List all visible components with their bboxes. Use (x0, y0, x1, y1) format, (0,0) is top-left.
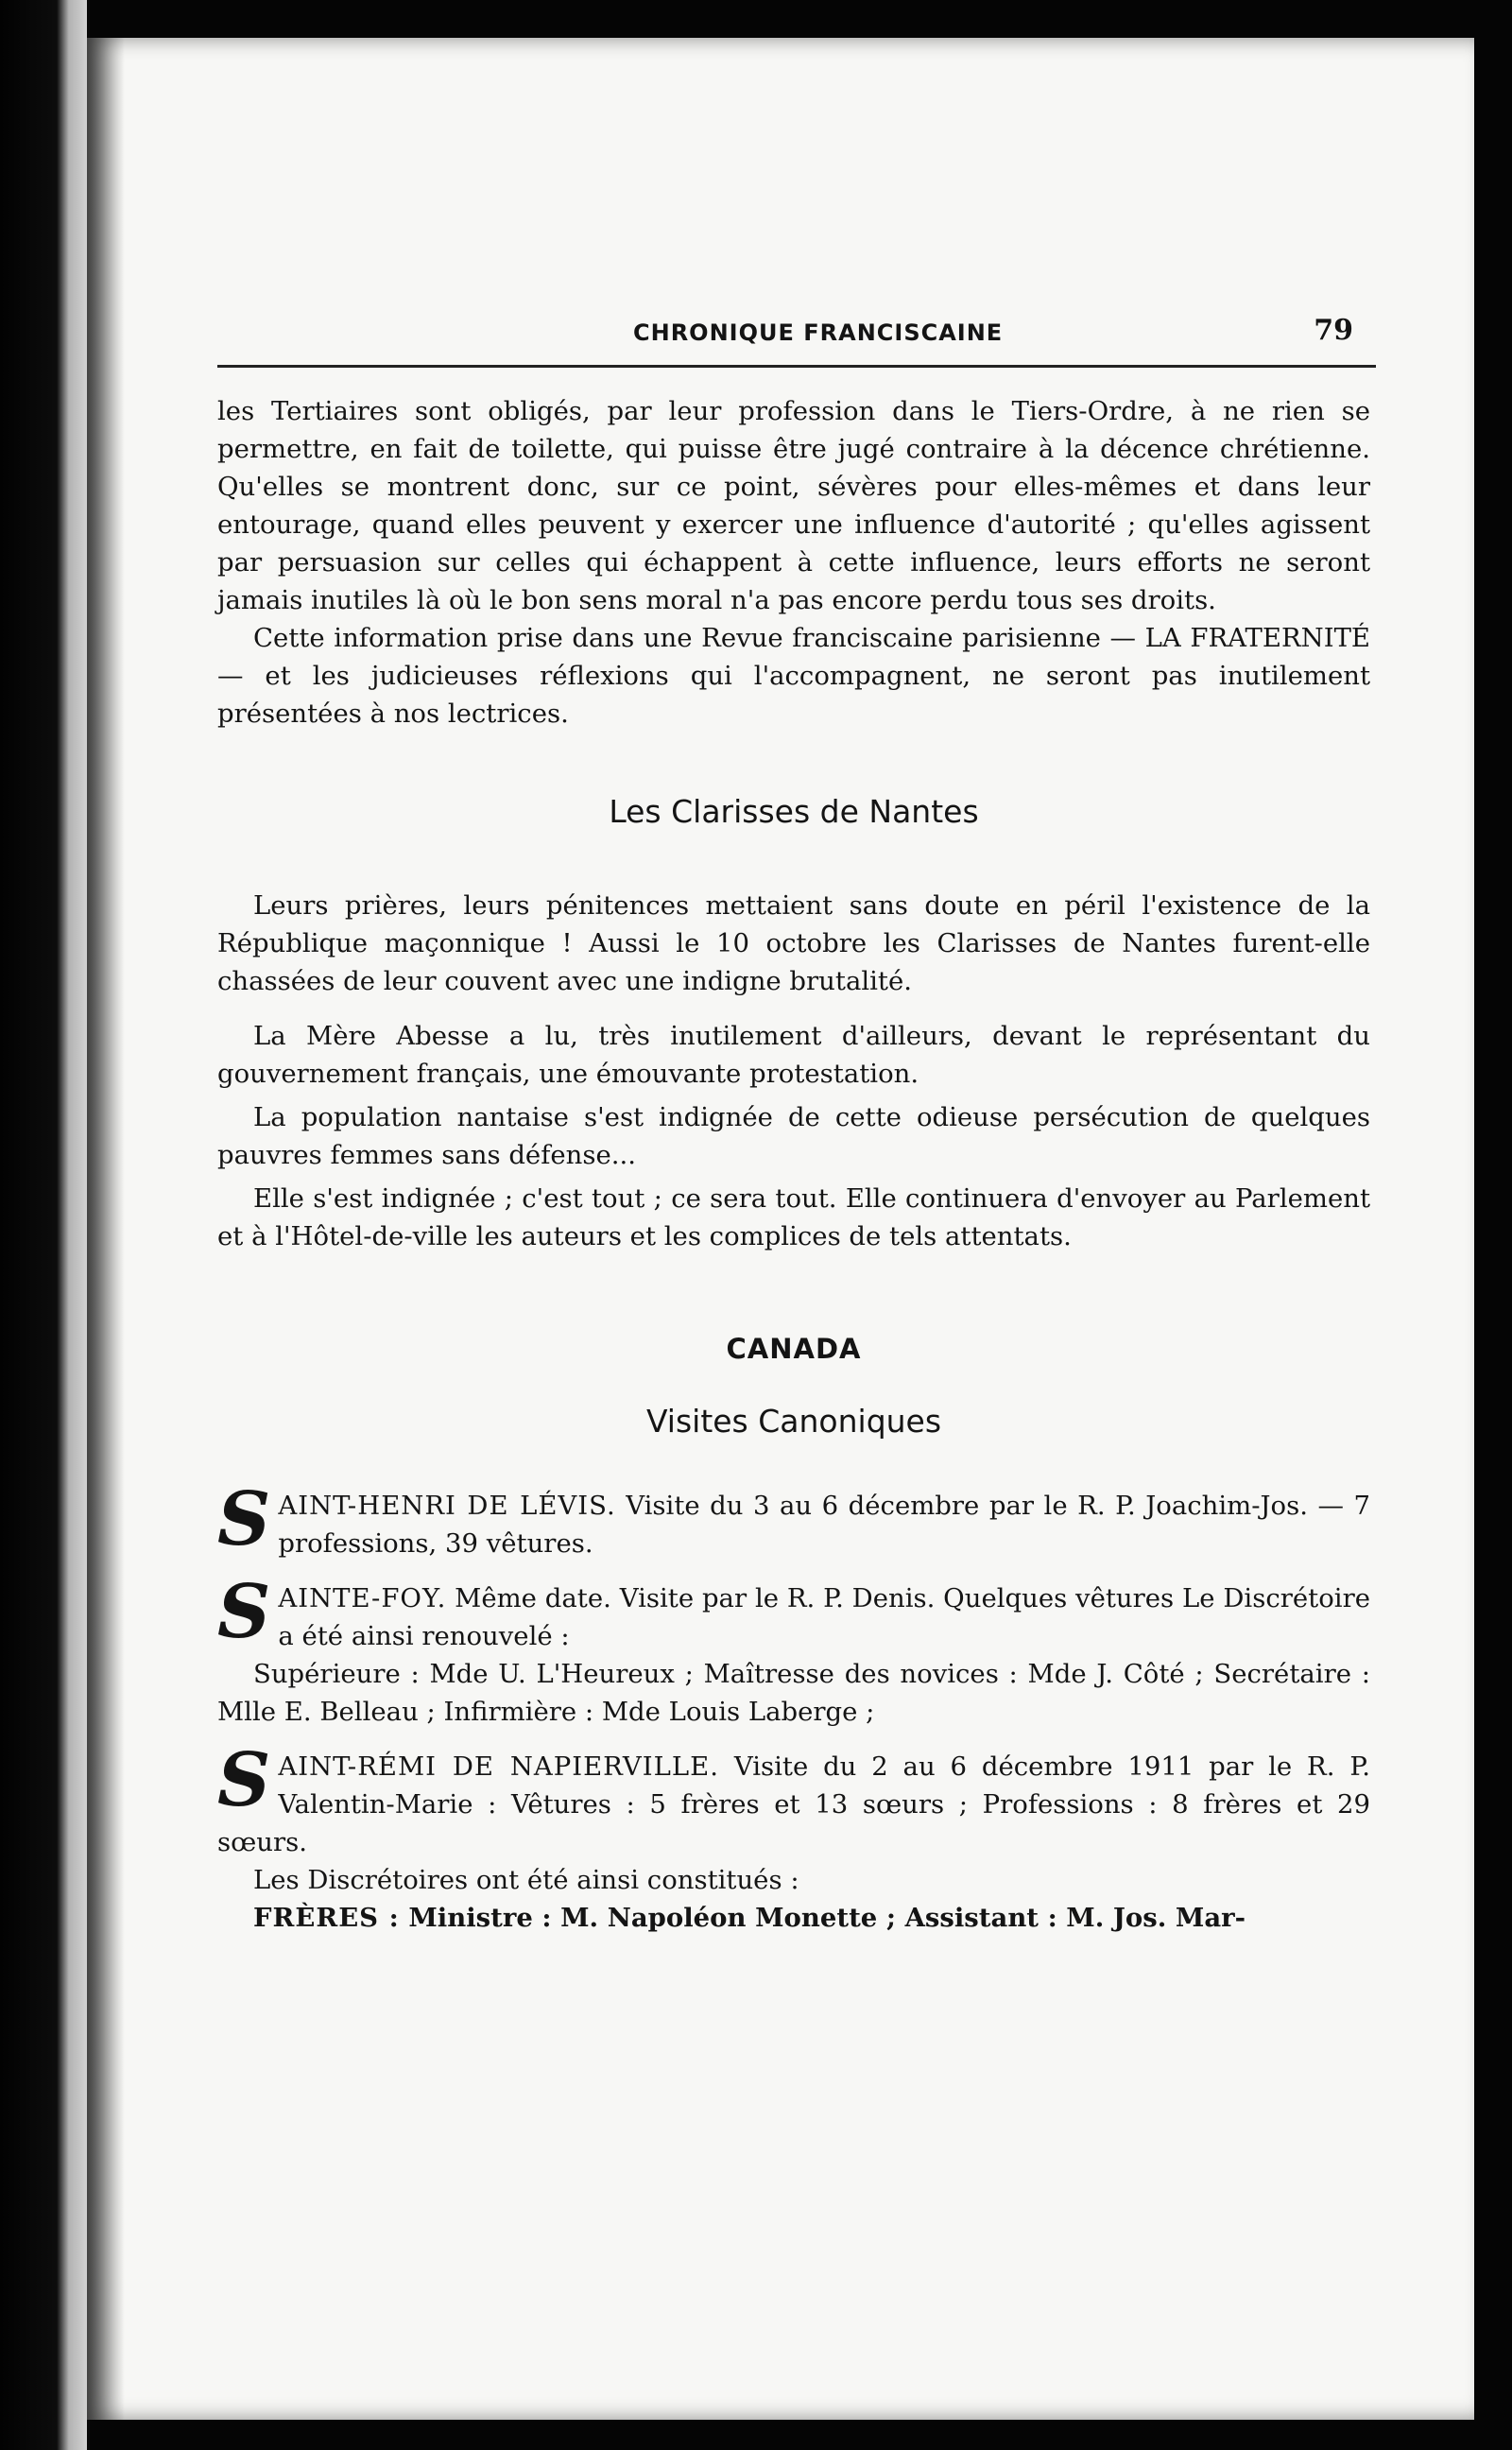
section-subtitle-visites: Visites Canoniques (645, 1403, 942, 1440)
visit-details: Visite du 3 au 6 décembre par le R. P. Joachim-Jos. — 7 professions, 39 vêtures. (278, 1491, 1370, 1559)
running-head (217, 38, 1370, 347)
visits-list (217, 1487, 1370, 1937)
book-spine (57, 0, 87, 2450)
visit-extra: Les Discrétoires ont été ainsi constitués : (253, 1865, 799, 1895)
visit-details: Visite du 2 au 6 décembre 1911 par le R. P. Valentin-Marie : Vêtures : 5 frères et 13 sœurs ; Professions : 8 frères et 29 sœurs. (217, 1751, 1370, 1857)
drop-cap: S (217, 1748, 271, 1823)
running-title: CHRONIQUE FRANCISCAINE (633, 319, 1004, 346)
header-rule (217, 365, 1376, 368)
paragraph: Cette information prise dans une Revue franciscaine parisienne — LA FRATERNITÉ — et les judicieuses réflexions qui l'accompagnent, ne seront pas inutilement présentées à nos lectrices. (217, 623, 1370, 729)
place-name: AINT-RÉMI DE NAPIERVILLE. (278, 1751, 719, 1782)
visit-entry (217, 1487, 1370, 1562)
gutter-shadow (87, 38, 125, 2420)
freres-label: FRÈRES : (253, 1903, 400, 1933)
opening-section (217, 392, 1370, 733)
page-content (217, 293, 1370, 1937)
freres-text: Ministre : M. Napoléon Monette ; Assistant : M. Jos. Mar- (399, 1903, 1246, 1933)
visit-details: Même date. Visite par le R. P. Denis. Quelques vêtures Le Discrétoire a été ainsi renouvelé : (278, 1583, 1370, 1651)
paragraph: Leurs prières, leurs pénitences mettaient sans doute en péril l'existence de la République maçonnique ! Aussi le 10 octobre les Clarisses de Nantes furent-elle chassées de leur couvent avec une indigne brutalité. (217, 890, 1370, 996)
visit-entry (217, 1579, 1370, 1731)
visit-text (217, 1579, 1370, 1655)
paragraph: La Mère Abesse a lu, très inutilement d'ailleurs, devant le représentant du gouvernement français, une émouvante protestation. (217, 1021, 1370, 1089)
visit-entry (217, 1748, 1370, 1937)
place-name: AINT-HENRI DE LÉVIS. (278, 1491, 616, 1521)
place-name: AINTE-FOY. (278, 1583, 447, 1613)
visit-text (217, 1748, 1370, 1861)
page-number: 79 (1314, 314, 1353, 347)
paragraph: les Tertiaires sont obligés, par leur profession dans le Tiers-Ordre, à ne rien se permettre, en fait de toilette, qui puisse être jugé contraire à la décence chrétienne. Qu'elles se montrent donc, sur ce point, sévères pour elles-mêmes et dans leur entourage, quand elles peuvent y exercer une influence d'autorité ; qu'elles agissent par persuasion sur celles qui échappent à cette influence, leurs efforts ne seront jamais inutiles là où le bon sens moral n'a pas encore perdu tous ses droits. (217, 396, 1370, 615)
clarisses-section (217, 887, 1370, 1255)
book-page (87, 38, 1474, 2420)
section-title-canada: CANADA (726, 1333, 862, 1365)
visit-text (217, 1487, 1370, 1562)
drop-cap: S (217, 1579, 271, 1655)
section-title-clarisses: Les Clarisses de Nantes (609, 793, 979, 830)
visit-extra: Supérieure : Mde U. L'Heureux ; Maîtresse des novices : Mde J. Côté ; Secrétaire : Mlle E. Belleau ; Infirmière : Mde Louis Laberge ; (217, 1659, 1370, 1727)
visit-last-line (217, 1899, 1370, 1937)
paragraph: La population nantaise s'est indignée de cette odieuse persécution de quelques pauvres femmes sans défense... (217, 1102, 1370, 1170)
drop-cap: S (217, 1487, 271, 1562)
paragraph: Elle s'est indignée ; c'est tout ; ce sera tout. Elle continuera d'envoyer au Parlement et à l'Hôtel-de-ville les auteurs et les complices de tels attentats. (217, 1183, 1370, 1251)
